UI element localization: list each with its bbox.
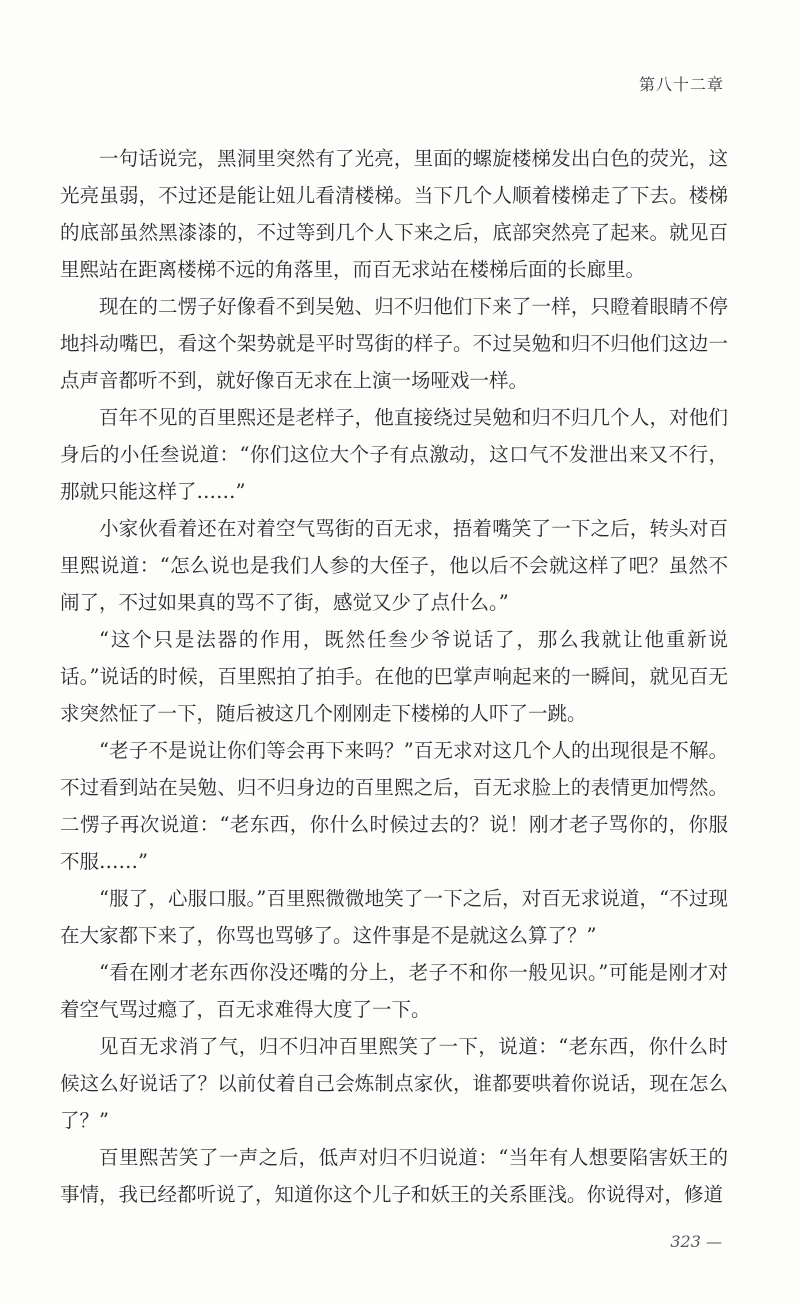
paragraph: 现在的二愣子好像看不到吴勉、归不归他们下来了一样，只瞪着眼睛不停地抖动嘴巴，看这个架势就是平时骂街的样子。不过吴勉和归不归他们这边一点声音都听不到，就好像百无求在上演一场哑戏一样。 bbox=[60, 295, 728, 392]
page-number: 323 — bbox=[670, 1232, 722, 1251]
paragraph: 小家伙看着还在对着空气骂街的百无求，捂着嘴笑了一下之后，转头对百里熙说道：“怎么说也是我们人参的大侄子，他以后不会就这样了吧？虽然不闹了，不过如果真的骂不了街，感觉又少了点什么。” bbox=[60, 517, 728, 614]
body-text bbox=[60, 140, 728, 1213]
paragraph: “这个只是法器的作用，既然任叁少爷说话了，那么我就让他重新说话。”说话的时候，百里熙拍了拍手。在他的巴掌声响起来的一瞬间，就见百无求突然怔了一下，随后被这几个刚刚走下楼梯的人吓了一跳。 bbox=[60, 628, 728, 725]
paragraph: 百年不见的百里熙还是老样子，他直接绕过吴勉和归不归几个人，对他们身后的小任叁说道：“你们这位大个子有点激动，这口气不发泄出来又不行，那就只能这样了……” bbox=[60, 406, 728, 503]
paragraph: “服了，心服口服。”百里熙微微地笑了一下之后，对百无求说道，“不过现在大家都下来了，你骂也骂够了。这件事是不是就这么算了？” bbox=[60, 887, 728, 947]
paragraph: 见百无求消了气，归不归冲百里熙笑了一下，说道：“老东西，你什么时候这么好说话了？以前仗着自己会炼制点家伙，谁都要哄着你说话，现在怎么了？” bbox=[60, 1035, 728, 1132]
paragraph: 一句话说完，黑洞里突然有了光亮，里面的螺旋楼梯发出白色的荧光，这光亮虽弱，不过还是能让妞儿看清楼梯。当下几个人顺着楼梯走了下去。楼梯的底部虽然黑漆漆的，不过等到几个人下来之后，底部突然亮了起来。就见百里熙站在距离楼梯不远的角落里，而百无求站在楼梯后面的长廊里。 bbox=[60, 147, 728, 281]
chapter-heading: 第八十二章 bbox=[638, 75, 724, 94]
paragraph: “老子不是说让你们等会再下来吗？”百无求对这几个人的出现很是不解。不过看到站在吴勉、归不归身边的百里熙之后，百无求脸上的表情更加愕然。二愣子再次说道：“老东西，你什么时候过去的？说！刚才老子骂你的，你服不服……” bbox=[60, 739, 728, 873]
paragraph: “看在刚才老东西你没还嘴的分上，老子不和你一般见识。”可能是刚才对着空气骂过瘾了，百无求难得大度了一下。 bbox=[60, 961, 728, 1021]
paragraph: 百里熙苦笑了一声之后，低声对归不归说道：“当年有人想要陷害妖王的事情，我已经都听说了，知道你这个儿子和妖王的关系匪浅。你说得对，修道 bbox=[60, 1146, 728, 1206]
